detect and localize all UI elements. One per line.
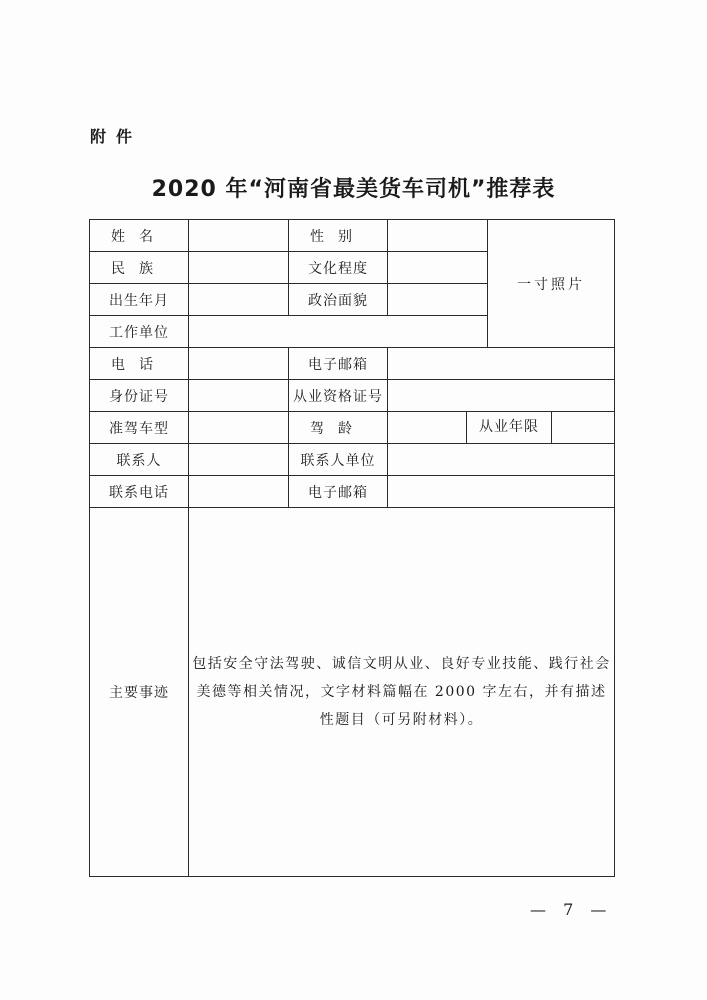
contact-label: 联系人	[90, 444, 189, 476]
qualification-field[interactable]	[388, 380, 615, 412]
phone-label: 电话	[90, 348, 189, 380]
education-label: 文化程度	[289, 252, 388, 284]
email2-field[interactable]	[388, 476, 615, 508]
contact-phone-field[interactable]	[189, 476, 289, 508]
phone-field[interactable]	[189, 348, 289, 380]
deeds-field[interactable]: 包括安全守法驾驶、诚信文明从业、良好专业技能、践行社会美德等相关情况，文字材料篇幅在 2000 字左右，并有描述性题目（可另附材料）。	[189, 508, 615, 877]
table-row	[90, 220, 615, 252]
contact-unit-label: 联系人单位	[289, 444, 388, 476]
license-type-label: 准驾车型	[90, 412, 189, 444]
recommendation-form-table	[89, 219, 615, 877]
id-field[interactable]	[189, 380, 289, 412]
deeds-label: 主要事迹	[90, 508, 189, 877]
work-unit-label: 工作单位	[90, 316, 189, 348]
political-field[interactable]	[388, 284, 488, 316]
photo-box[interactable]: 一寸照片	[488, 220, 615, 348]
driving-years-label: 驾龄	[289, 412, 388, 444]
work-years-field[interactable]	[552, 412, 614, 443]
table-row	[90, 412, 615, 444]
driving-years-group	[388, 412, 615, 444]
gender-label: 性别	[289, 220, 388, 252]
table-row	[90, 348, 615, 380]
birth-label: 出生年月	[90, 284, 189, 316]
contact-phone-label: 联系电话	[90, 476, 189, 508]
work-unit-field[interactable]	[189, 316, 488, 348]
driving-years-field[interactable]	[388, 412, 467, 443]
table-row	[90, 476, 615, 508]
ethnicity-label: 民族	[90, 252, 189, 284]
page-title: 2020 年“河南省最美货车司机”推荐表	[151, 177, 556, 202]
gender-field[interactable]	[388, 220, 488, 252]
email-label: 电子邮箱	[289, 348, 388, 380]
id-label: 身份证号	[90, 380, 189, 412]
political-label: 政治面貌	[289, 284, 388, 316]
email2-label: 电子邮箱	[289, 476, 388, 508]
work-years-label: 从业年限	[467, 412, 552, 443]
ethnicity-field[interactable]	[189, 252, 289, 284]
contact-unit-field[interactable]	[388, 444, 615, 476]
table-row	[90, 380, 615, 412]
name-field[interactable]	[189, 220, 289, 252]
birth-field[interactable]	[189, 284, 289, 316]
attachment-label: 附件	[90, 127, 143, 146]
qualification-label: 从业资格证号	[289, 380, 388, 412]
license-type-field[interactable]	[189, 412, 289, 444]
page-number: — 7 —	[530, 900, 613, 919]
table-row	[90, 508, 615, 877]
table-row	[90, 444, 615, 476]
contact-field[interactable]	[189, 444, 289, 476]
education-field[interactable]	[388, 252, 488, 284]
email-field[interactable]	[388, 348, 615, 380]
name-label: 姓名	[90, 220, 189, 252]
